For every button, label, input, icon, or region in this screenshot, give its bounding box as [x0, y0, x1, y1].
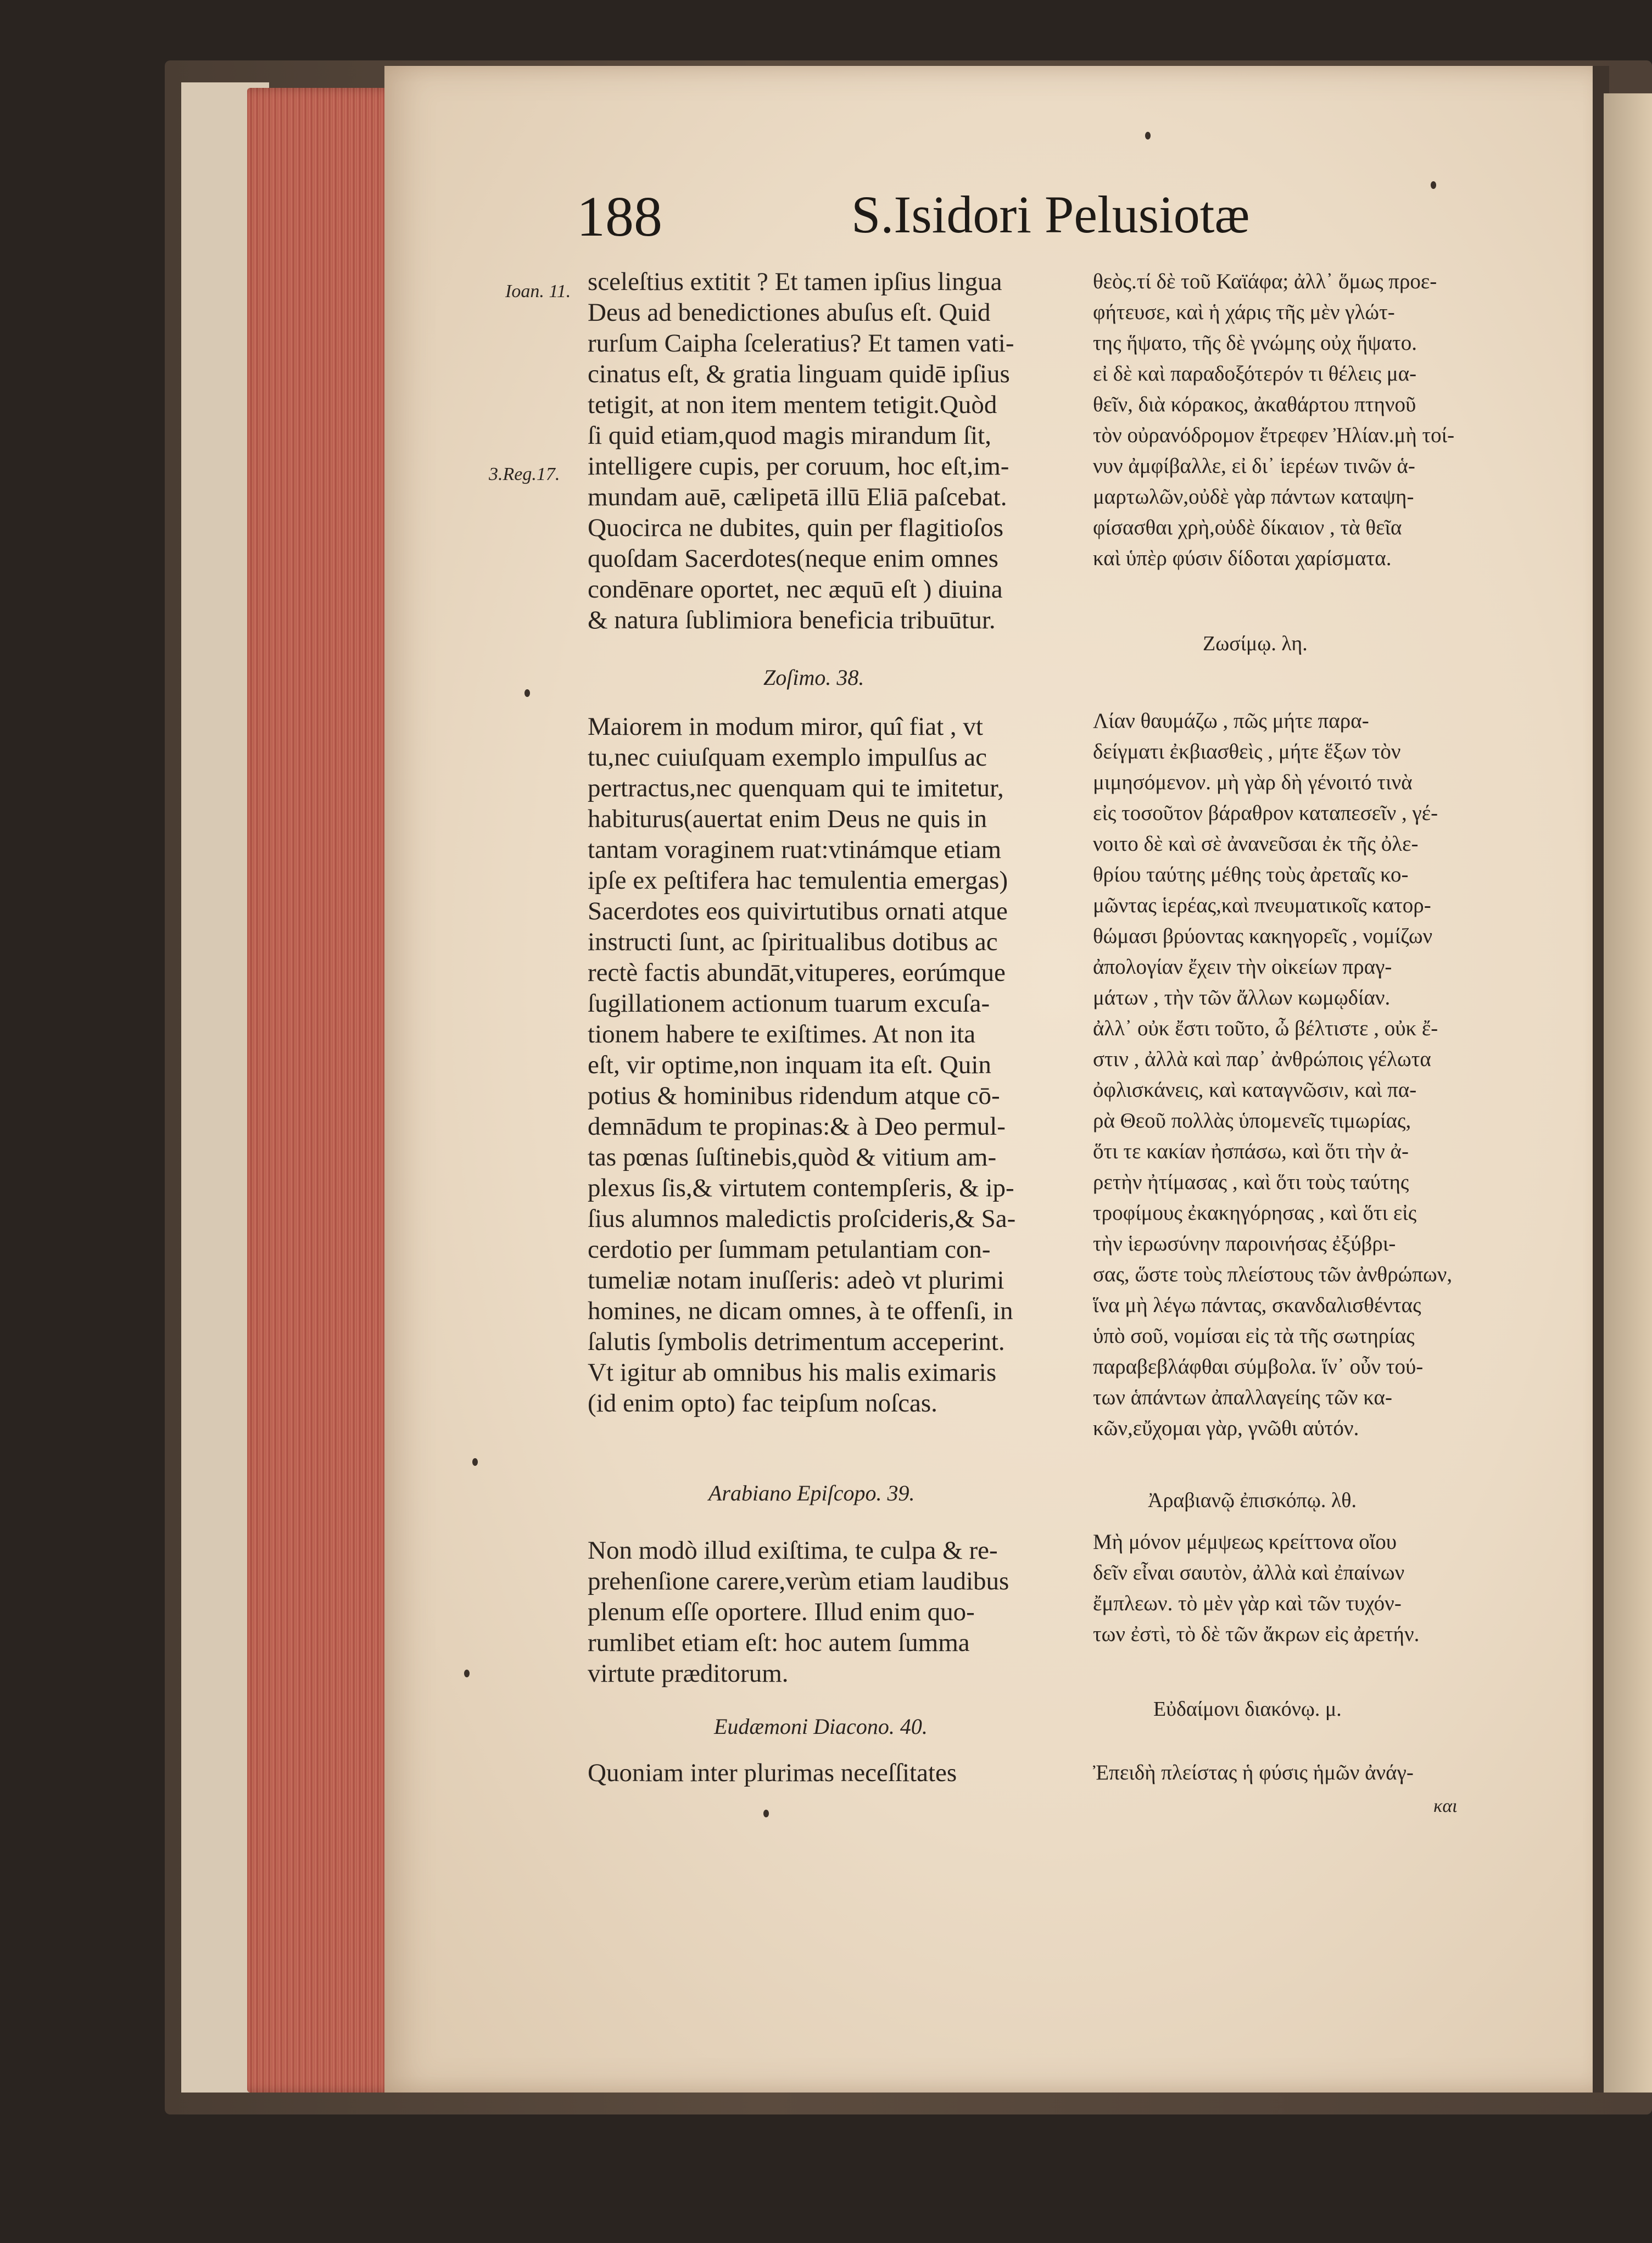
greek-heading-zosimo: Ζωσίμῳ. λη.: [1203, 632, 1308, 655]
text-line: καὶ ὑπὲρ φύσιν δίδοται χαρίσματα.: [1093, 546, 1392, 570]
text-line: Λίαν θαυμάζω , πῶς μήτε παρα-: [1093, 709, 1369, 733]
greek-paragraph-1: [1093, 266, 1587, 574]
text-line: ſius alumnos maledictis proſcideris,& Sa-: [588, 1204, 1016, 1233]
text-line: eſt, vir optime,non inquam ita eſt. Quin: [588, 1051, 991, 1079]
greek-paragraph-2: [1093, 706, 1587, 1444]
text-line: ſalutis ſymbolis detrimentum acceperint.: [588, 1327, 1005, 1356]
facing-page-edge: [1604, 93, 1652, 2093]
greek-paragraph-4: [1093, 1757, 1587, 1788]
text-line: tas pœnas ſuſtinebis,quòd & vitium am-: [588, 1143, 997, 1171]
text-line: ρὰ Θεοῦ πολλὰς ὑπομενεῖς τιμωρίας,: [1093, 1109, 1411, 1132]
text-line: cinatus eſt, & gratia linguam quidē ipſius: [588, 360, 1010, 388]
text-line: ὑπὸ σοῦ, νομίσαι εἰς τὰ τῆς σωτηρίας: [1093, 1324, 1415, 1348]
text-line: Μὴ μόνον μέμψεως κρείττονα οἴου: [1093, 1530, 1397, 1554]
margin-note-ioan: Ioan. 11.: [505, 281, 571, 302]
text-line: Sacerdotes eos quivirtutibus ornati atque: [588, 897, 1008, 925]
text-line: habiturus(auertat enim Deus ne quis in: [588, 805, 987, 833]
text-line: των ἐστὶ, τὸ δὲ τῶν ἄκρων εἰς ἀρετήν.: [1093, 1622, 1420, 1646]
text-line: μάτων , τὴν τῶν ἄλλων κωμῳδίαν.: [1093, 986, 1391, 1009]
ink-speck: [1145, 132, 1151, 140]
text-line: Vt igitur ab omnibus his malis eximaris: [588, 1358, 997, 1387]
text-line: ἵνα μὴ λέγω πάντας, σκανδαλισθέντας: [1093, 1293, 1421, 1317]
text-line: μαρτωλῶν,οὐδὲ γὰρ πάντων καταψη-: [1093, 485, 1414, 509]
text-line: intelligere cupis, per coruum, hoc eſt,im-: [588, 452, 1009, 481]
text-line: sceleſtius extitit ? Et tamen ipſius lingua: [588, 267, 1002, 296]
text-line: Ἐπειδὴ πλείστας ἡ φύσις ἡμῶν ἀνάγ-: [1093, 1761, 1414, 1784]
text-line: παραβεβλάφθαι σύμβολα. ἵν᾽ οὖν τού-: [1093, 1355, 1424, 1379]
ink-speck: [464, 1670, 470, 1677]
text-line: cerdotio per ſummam petulantiam con-: [588, 1235, 991, 1264]
greek-heading-eudaemoni: Εὐδαίμονι διακόνῳ. μ.: [1153, 1698, 1342, 1721]
letter-heading-zosimo: Zoſimo. 38.: [763, 665, 864, 690]
text-line: νοιτο δὲ καὶ σὲ ἀνανεῦσαι ἐκ τῆς ὀλε-: [1093, 832, 1419, 856]
text-line: Non modò illud exiſtima, te culpa & re-: [588, 1536, 998, 1565]
text-line: Quoniam inter plurimas neceſſitates: [588, 1759, 957, 1787]
letter-heading-arabiano: Arabiano Epiſcopo. 39.: [708, 1481, 915, 1505]
text-line: ρετὴν ἠτίμασας , καὶ ὅτι τοὺς ταύτης: [1093, 1170, 1409, 1194]
greek-heading-arabiano: Ἀραβιανῷ ἐπισκόπῳ. λθ.: [1148, 1489, 1357, 1512]
text-line: ſi quid etiam,quod magis mirandum ſit,: [588, 421, 991, 450]
ink-speck: [1431, 181, 1436, 189]
text-line: & natura ſublimiora beneficia tribuūtur.: [588, 606, 996, 634]
text-line: tantam voraginem ruat:vtinámque etiam: [588, 835, 1002, 864]
ink-speck: [472, 1458, 478, 1466]
text-line: ſugillationem actionum tuarum excuſa-: [588, 989, 990, 1018]
text-line: θρίου ταύτης μέθης τοὺς ἀρεταῖς κο-: [1093, 863, 1409, 886]
text-line: των ἁπάντων ἀπαλλαγείης τῶν κα-: [1093, 1386, 1392, 1409]
text-line: θεὸς.τί δὲ τοῦ Καϊάφα; ἀλλ᾽ ὅμως προε-: [1093, 270, 1437, 293]
latin-paragraph-3: [588, 1535, 1082, 1689]
text-line: φήτευσε, καὶ ἡ χάρις τῆς μὲν γλώτ-: [1093, 300, 1395, 324]
text-line: θεῖν, διὰ κόρακος, ἀκαθάρτου πτηνοῦ: [1093, 393, 1416, 416]
greek-paragraph-3: [1093, 1527, 1587, 1650]
text-line: της ἥψατο, τῆς δὲ γνώμης οὐχ ἥψατο.: [1093, 331, 1417, 355]
text-line: δείγματι ἐκβιασθεὶς , μήτε ἕξων τὸν: [1093, 740, 1401, 763]
text-line: ἀλλ᾽ οὐκ ἔστι τοῦτο, ὦ βέλτιστε , οὐκ ἔ-: [1093, 1017, 1438, 1040]
text-line: τὸν οὐρανόδρομον ἔτρεφεν Ἠλίαν.μὴ τοί-: [1093, 423, 1455, 447]
text-line: νυν ἀμφίβαλλε, εἰ δι᾽ ἱερέων τινῶν ἁ-: [1093, 454, 1415, 478]
text-line: rectè factis abundāt,vituperes, eorúmque: [588, 958, 1006, 987]
ink-speck: [763, 1810, 769, 1817]
text-line: ὀφλισκάνεις, καὶ καταγνῶσιν, καὶ πα-: [1093, 1078, 1417, 1102]
catchword: και: [1433, 1796, 1458, 1816]
text-line: condēnare oportet, nec æquū eſt ) diuina: [588, 575, 1003, 604]
text-line: plexus ſis,& virtutem contempſeris, & ip-: [588, 1174, 1014, 1202]
text-line: ipſe ex peſtifera hac temulentia emergas): [588, 866, 1008, 895]
text-line: Maiorem in modum miror, quî fiat , vt: [588, 712, 983, 741]
latin-paragraph-1: [588, 266, 1082, 635]
text-line: εἰς τοσοῦτον βάραθρον καταπεσεῖν , γέ-: [1093, 801, 1438, 825]
text-line: homines, ne dicam omnes, à te offenſi, in: [588, 1297, 1013, 1325]
margin-note-reg: 3.Reg.17.: [489, 464, 560, 484]
text-line: ἀπολογίαν ἔχειν τὴν οἰκείων πραγ-: [1093, 955, 1392, 979]
text-line: δεῖν εἶναι σαυτὸν, ἀλλὰ καὶ ἐπαίνων: [1093, 1561, 1405, 1584]
text-line: τροφίμους ἐκακηγόρησας , καὶ ὅτι εἰς: [1093, 1201, 1417, 1225]
text-line: κῶν,εὔχομαι γὰρ, γνῶθι αὑτόν.: [1093, 1416, 1359, 1440]
text-line: σας, ὥστε τοὺς πλείστους τῶν ἀνθρώπων,: [1093, 1263, 1453, 1286]
latin-paragraph-4: [588, 1757, 1082, 1788]
text-line: instructi ſunt, ac ſpiritualibus dotibus ac: [588, 928, 998, 956]
text-line: tetigit, at non item mentem tetigit.Quòd: [588, 390, 997, 419]
text-line: tu,nec cuiuſquam exemplo impulſus ac: [588, 743, 987, 772]
text-line: quoſdam Sacerdotes(neque enim omnes: [588, 544, 998, 573]
text-line: rurſum Caipha ſceleratius? Et tamen vati-: [588, 329, 1014, 358]
text-line: ὅτι τε κακίαν ἠσπάσω, καὶ ὅτι τὴν ἀ-: [1093, 1140, 1409, 1163]
text-line: τὴν ἱερωσύνην παροινήσας ἐξύβρι-: [1093, 1232, 1396, 1256]
text-line: Deus ad benedictiones abuſus eſt. Quid: [588, 298, 991, 327]
text-line: εἰ δὲ καὶ παραδοξότερόν τι θέλεις μα-: [1093, 362, 1417, 386]
text-line: prehenſione carere,verùm etiam laudibus: [588, 1567, 1009, 1595]
text-line: μῶντας ἱερέας,καὶ πνευματικοῖς κατορ-: [1093, 894, 1431, 917]
text-line: φίσασθαι χρὴ,οὐδὲ δίκαιον , τὰ θεῖα: [1093, 516, 1402, 539]
text-line: virtute præditorum.: [588, 1659, 789, 1688]
text-line: mundam auē, cælipetā illū Eliā paſcebat.: [588, 483, 1007, 511]
text-line: plenum eſſe oportere. Illud enim quo-: [588, 1598, 975, 1626]
letter-heading-eudaemoni: Eudæmoni Diacono. 40.: [714, 1714, 928, 1739]
text-line: potius & hominibus ridendum atque cō-: [588, 1081, 1000, 1110]
text-line: rumlibet etiam eſt: hoc autem ſumma: [588, 1628, 970, 1657]
text-line: tionem habere te exiſtimes. At non ita: [588, 1020, 976, 1048]
page-fore-edge: [247, 88, 401, 2093]
ink-speck: [524, 689, 530, 697]
text-line: pertractus,nec quenquam qui te imitetur,: [588, 774, 1004, 802]
text-line: tumeliæ notam inuſſeris: adeò vt plurimi: [588, 1266, 1004, 1295]
text-line: ἔμπλεων. τὸ μὲν γὰρ καὶ τῶν τυχόν-: [1093, 1592, 1402, 1615]
text-line: demnādum te propinas:& à Deo permul-: [588, 1112, 1006, 1141]
text-line: μιμησόμενον. μὴ γὰρ δὴ γένοιτό τινὰ: [1093, 771, 1413, 794]
latin-paragraph-2: [588, 711, 1082, 1419]
page-number: 188: [577, 185, 662, 248]
running-title: S.Isidori Pelusiotæ: [851, 185, 1250, 244]
text-line: (id enim opto) fac teipſum noſcas.: [588, 1389, 937, 1418]
text-line: θώμασι βρύοντας κακηγορεῖς , νομίζων: [1093, 924, 1433, 948]
text-line: Quocirca ne dubites, quin per flagitioſos: [588, 514, 1004, 542]
text-line: στιν , ἀλλὰ καὶ παρ᾽ ἀνθρώποις γέλωτα: [1093, 1047, 1431, 1071]
